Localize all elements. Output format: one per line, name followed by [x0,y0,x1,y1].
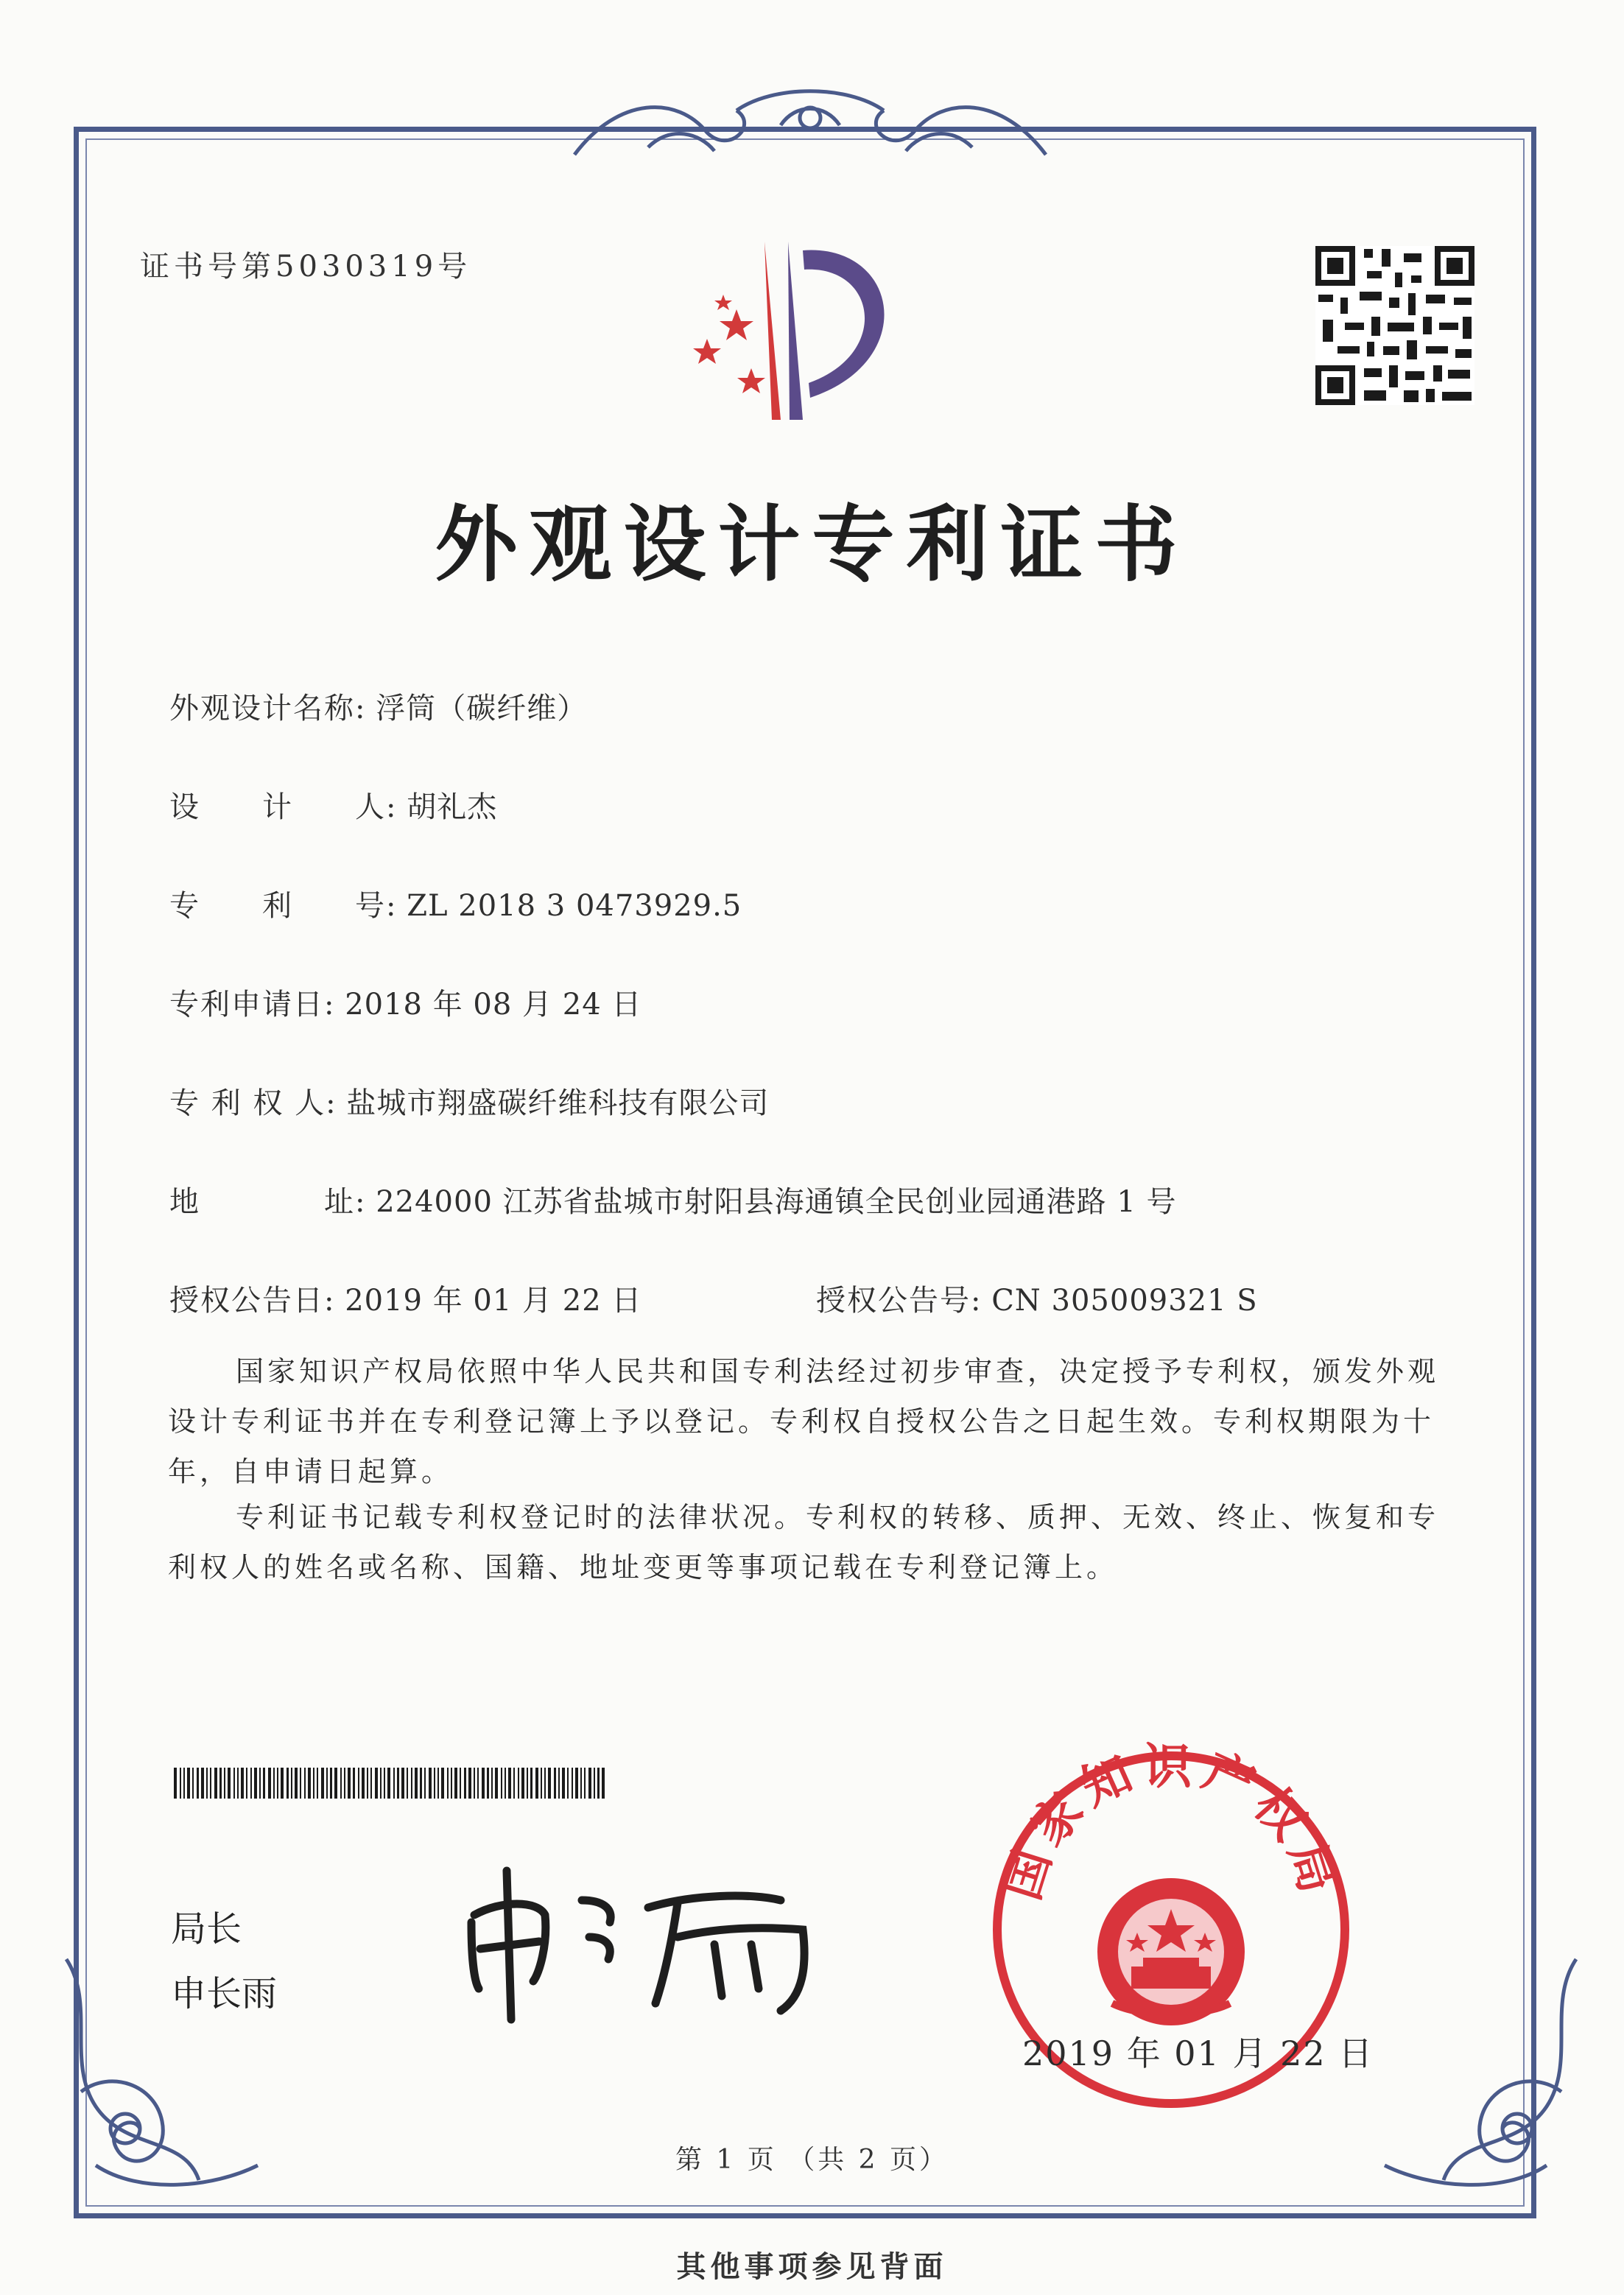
qr-code-icon [1315,246,1474,405]
address-label: 地 址: [169,1185,367,1219]
grant-date-label: 授权公告日: [169,1284,336,1318]
body-paragraph-2: 专利证书记载专利权登记时的法律状况。专利权的转移、质押、无效、终止、恢复和专利权人的姓名或名称、国籍、地址变更等事项记载在专利登记簿上。 [168,1501,1440,1584]
grant-number-row [816,1277,1258,1319]
application-date-row [169,981,641,1023]
director-signature [457,1856,825,2025]
patent-number-value: ZL 2018 3 0473929.5 [407,889,742,923]
patentee-row [169,1080,769,1122]
patentee-label: 专 利 权 人: [169,1086,337,1120]
cnipa-emblem-icon [678,228,943,427]
page-number: 第 1 页 （共 2 页） [675,2145,949,2175]
application-date-value: 2018 年 08 月 24 日 [345,988,642,1022]
director-name: 申长雨 [171,1973,278,2014]
designer-row [169,784,497,826]
designer-label: 设 计 人: [169,790,398,824]
design-name-value: 浮筒（碳纤维） [376,692,588,725]
grant-number-label: 授权公告号: [816,1284,983,1318]
grant-date-row [169,1277,641,1319]
seal-text: 国家知识产权局 [993,1738,1349,1907]
design-name-row [169,685,587,727]
designer-value: 胡礼杰 [407,790,498,824]
national-emblem-icon [1097,1878,1245,2025]
patent-number-row [169,882,742,924]
grant-number-value: CN 305009321 S [991,1284,1258,1318]
body-paragraph-1: 国家知识产权局依照中华人民共和国专利法经过初步审查，决定授予专利权，颁发外观设计专利证书并在专利登记簿上予以登记。专利权自授权公告之日起生效。专利权期限为十年，自申请日起算。 [168,1355,1440,1488]
patent-number-label: 专 利 号: [169,889,398,923]
certificate-number: 证书号第5030319号 [140,250,472,284]
top-ornament [560,81,1061,162]
grant-date-value: 2019 年 01 月 22 日 [345,1284,642,1318]
application-date-label: 专利申请日: [169,988,336,1022]
certificate-title: 外观设计专利证书 [435,496,1189,593]
patentee-value: 盐城市翔盛碳纤维科技有限公司 [346,1086,770,1120]
address-value: 224000 江苏省盐城市射阳县海通镇全民创业园通港路 1 号 [376,1185,1177,1219]
design-name-label: 外观设计名称: [169,692,367,725]
barcode-icon [174,1768,608,1799]
seal-date: 2019 年 01 月 22 日 [1022,2034,1374,2073]
address-row [169,1178,1177,1220]
director-title: 局长 [171,1908,242,1950]
footer-note: 其他事项参见背面 [676,2249,948,2284]
